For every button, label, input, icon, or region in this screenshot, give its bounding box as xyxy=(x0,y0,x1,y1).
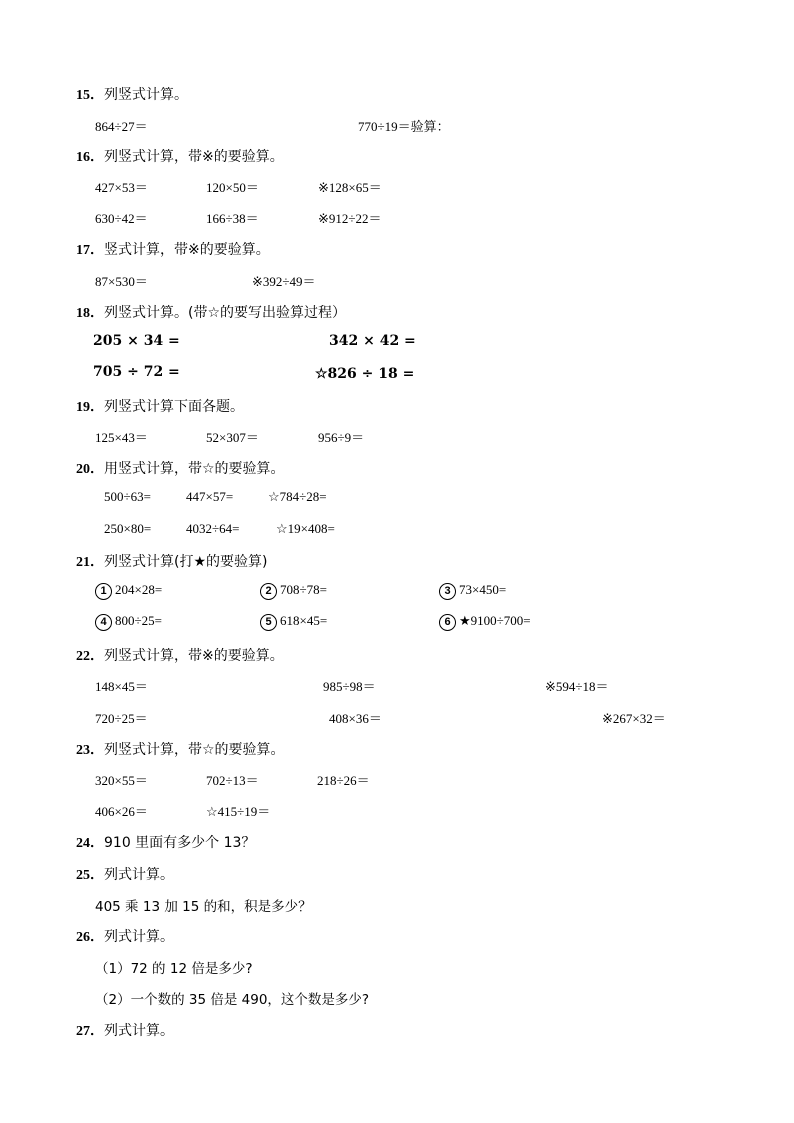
circled-item-3: 3 73×450= xyxy=(439,582,506,600)
expression: 720÷25＝ xyxy=(95,711,148,726)
expression: 320×55＝ xyxy=(95,773,148,788)
circled-item-1: 1 204×28= xyxy=(95,582,162,600)
expression: 87×530＝ xyxy=(95,274,148,289)
expression: 166÷38＝ xyxy=(206,211,259,226)
expression: 500÷63= xyxy=(104,489,151,504)
expression: 770÷19＝验算： xyxy=(358,119,450,134)
expression: 4032÷64= xyxy=(186,521,240,536)
expression: 447×57= xyxy=(186,489,234,504)
circled-number: 2 xyxy=(260,583,277,600)
expression: ☆19×408= xyxy=(276,521,335,536)
expression: 864÷27＝ xyxy=(95,119,148,134)
expression: ※912÷22＝ xyxy=(318,211,382,226)
expression: 427×53＝ xyxy=(95,180,148,195)
expression: 120×50＝ xyxy=(206,180,259,195)
expression: ☆415÷19＝ xyxy=(206,804,271,819)
question-22: 22．列竖式计算，带※的要验算。 xyxy=(76,648,284,664)
circled-item-4: 4 800÷25= xyxy=(95,613,162,631)
expression: ※392÷49＝ xyxy=(252,274,316,289)
expression: ☆826 ÷ 18 = xyxy=(315,366,415,382)
expression: 985÷98＝ xyxy=(323,679,376,694)
question-21: 21．列竖式计算(打★的要验算) xyxy=(76,554,268,570)
circled-item-5: 5 618×45= xyxy=(260,613,327,631)
question-24: 24．910 里面有多少个 13？ xyxy=(76,835,256,851)
question-26: 26．列式计算。 xyxy=(76,929,174,945)
circled-number: 3 xyxy=(439,583,456,600)
question-23: 23．列竖式计算，带☆的要验算。 xyxy=(76,742,285,758)
expression: ☆784÷28= xyxy=(268,489,327,504)
circled-item-2: 2 708÷78= xyxy=(260,582,327,600)
question-25: 25．列式计算。 xyxy=(76,867,174,883)
expression: 705 ÷ 72 = xyxy=(93,364,180,380)
expression: 205 × 34 = xyxy=(93,333,180,349)
expression: ※128×65＝ xyxy=(318,180,382,195)
question-19: 19．列竖式计算下面各题。 xyxy=(76,399,244,415)
question-15: 15．列竖式计算。 xyxy=(76,87,188,103)
question-18: 18．列竖式计算。(带☆的要写出验算过程） xyxy=(76,305,347,321)
sub-question-1: （1）72 的 12 倍是多少? xyxy=(95,961,253,977)
question-text: 列竖式计算。 xyxy=(104,87,188,103)
expression: ※594÷18＝ xyxy=(545,679,609,694)
circled-number: 1 xyxy=(95,583,112,600)
word-problem: 405 乘 13 加 15 的和，积是多少？ xyxy=(95,899,312,915)
circled-number: 6 xyxy=(439,614,456,631)
circled-number: 4 xyxy=(95,614,112,631)
question-27: 27．列式计算。 xyxy=(76,1023,174,1039)
expression: 148×45＝ xyxy=(95,679,148,694)
circled-number: 5 xyxy=(260,614,277,631)
expression: 408×36＝ xyxy=(329,711,382,726)
expression: 218÷26＝ xyxy=(317,773,370,788)
expression: 342 × 42 = xyxy=(329,333,416,349)
expression: 406×26＝ xyxy=(95,804,148,819)
circled-item-6: 6 ★9100÷700= xyxy=(439,613,531,631)
question-17: 17．竖式计算，带※的要验算。 xyxy=(76,242,270,258)
question-20: 20．用竖式计算，带☆的要验算。 xyxy=(76,461,285,477)
question-number: 15 xyxy=(76,88,90,103)
sub-question-2: （2）一个数的 35 倍是 490，这个数是多少? xyxy=(95,992,370,1008)
expression: 52×307＝ xyxy=(206,430,259,445)
expression: ※267×32＝ xyxy=(602,711,666,726)
question-16: 16．列竖式计算，带※的要验算。 xyxy=(76,149,284,165)
expression: 630÷42＝ xyxy=(95,211,148,226)
expression: 125×43＝ xyxy=(95,430,148,445)
expression: 702÷13＝ xyxy=(206,773,259,788)
expression: 956÷9＝ xyxy=(318,430,365,445)
expression: 250×80= xyxy=(104,521,152,536)
